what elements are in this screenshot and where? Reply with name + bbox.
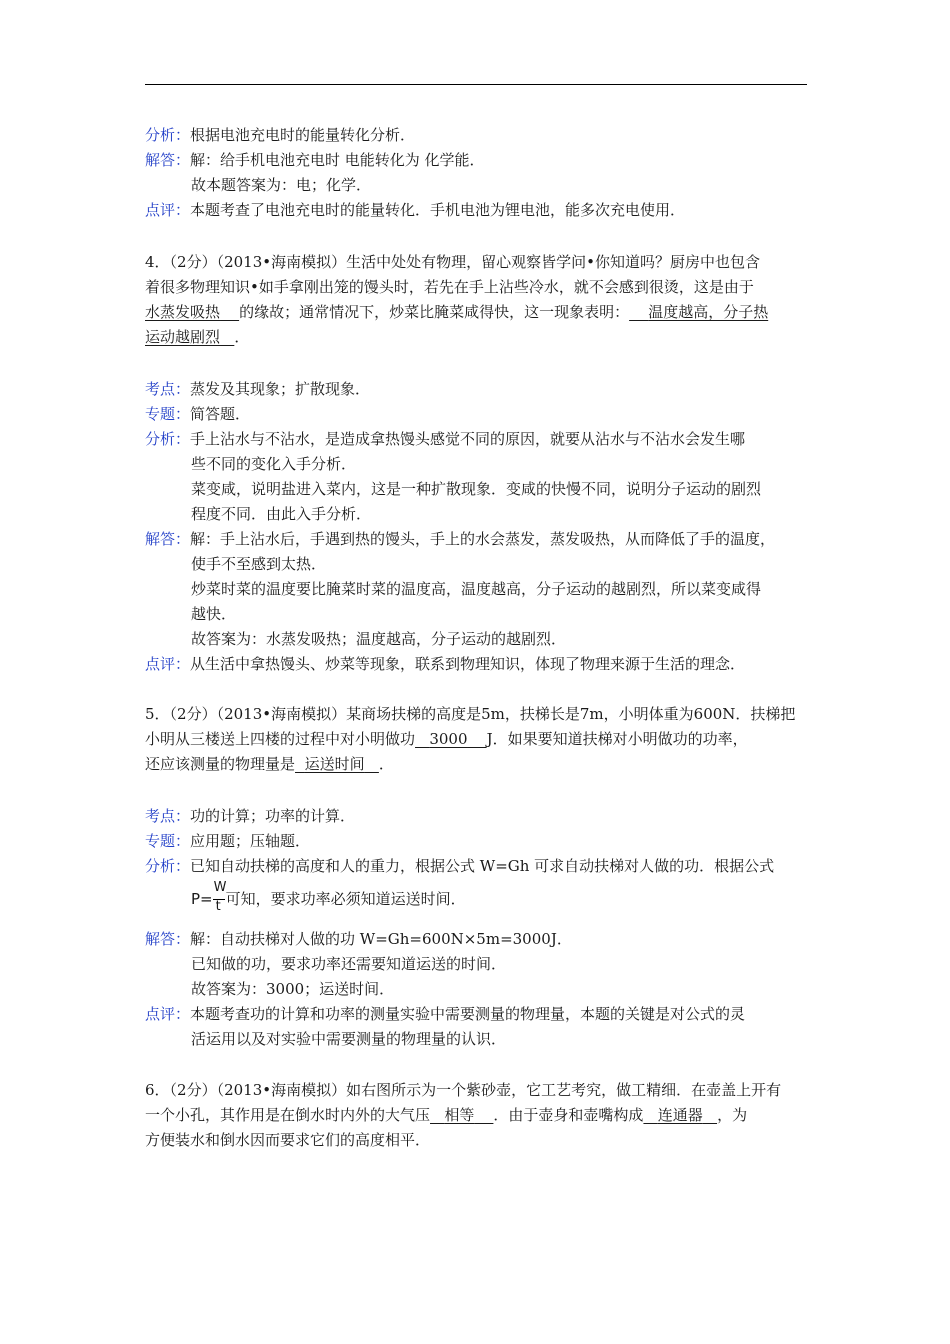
q4-comment-line bbox=[145, 654, 745, 674]
q5-stem-line-3 bbox=[145, 754, 394, 774]
analysis-label: 分析： bbox=[145, 430, 191, 448]
q5-keypoint-text: 功的计算；功率的计算． bbox=[190, 807, 356, 825]
q4-answer-line-4: 越快． bbox=[191, 605, 237, 623]
answer-label: 解答： bbox=[145, 930, 191, 948]
q5-answer-line-2: 已知做的功，要求功率还需要知道运送的时间． bbox=[191, 955, 507, 973]
q5-answer-line-3: 故答案为：3000；运送时间． bbox=[191, 980, 395, 998]
q5-stem-2a: 小明从三楼送上四楼的过程中对小明做功 bbox=[145, 730, 416, 748]
q5-blank-2: 运送时间 bbox=[304, 755, 365, 773]
q3-answer-text: 解：给手机电池充电时 电能转化为 化学能． bbox=[190, 151, 485, 169]
q5-stem-end: ． bbox=[378, 755, 394, 773]
q4-answer-line-3: 炒菜时菜的温度要比腌菜时菜的温度高，温度越高，分子运动的越剧烈，所以菜变咸得 bbox=[191, 580, 762, 598]
q4-analysis-line-4: 程度不同．由此入手分析． bbox=[191, 505, 372, 523]
formula-numerator: W bbox=[213, 880, 227, 895]
comment-label: 点评： bbox=[145, 201, 191, 219]
keypoint-label: 考点： bbox=[145, 380, 191, 398]
q6-stem-line-2 bbox=[145, 1105, 747, 1125]
q4-blank-1: 水蒸发吸热 bbox=[145, 303, 221, 321]
q4-answer-line-2: 使手不至感到太热． bbox=[191, 555, 327, 573]
q5-analysis-text-2: 可知，要求功率必须知道运送时间． bbox=[225, 890, 466, 908]
q5-stem-3a: 还应该测量的物理量是 bbox=[145, 755, 296, 773]
q5-stem-2b: J．如果要知道扶梯对小明做功的功率， bbox=[486, 730, 748, 748]
q4-topic-line bbox=[145, 404, 250, 424]
answer-label: 解答： bbox=[145, 530, 191, 548]
q4-keypoint-line bbox=[145, 379, 370, 399]
q4-stem-end: ． bbox=[234, 328, 250, 346]
q6-stem-line-1: 6．（2分）（2013•海南模拟）如右图所示为一个紫砂壶，它工艺考究，做工精细．在壶盖上开有 bbox=[145, 1081, 782, 1099]
q5-answer-line-1 bbox=[145, 929, 572, 949]
q4-stem-mid: 的缘故；通常情况下，炒菜比腌菜咸得快，这一现象表明： bbox=[239, 303, 630, 321]
q5-comment-line-1 bbox=[145, 1004, 745, 1024]
q5-blank-1: 3000 bbox=[429, 730, 468, 748]
q6-stem-2a: 一个小孔，其作用是在倒水时内外的大气压 bbox=[145, 1106, 431, 1124]
q4-answer-line-5: 故答案为：水蒸发吸热；温度越高，分子运动的越剧烈． bbox=[191, 630, 567, 648]
q6-blank-2: 连通器 bbox=[657, 1106, 703, 1124]
q3-comment-text: 本题考查了电池充电时的能量转化．手机电池为锂电池，能多次充电使用． bbox=[190, 201, 686, 219]
q5-analysis-formula-line bbox=[191, 880, 466, 914]
q4-blank-2a: 温度越高，分子热 bbox=[648, 303, 769, 321]
q3-analysis-text: 根据电池充电时的能量转化分析． bbox=[190, 126, 416, 144]
q3-analysis-line bbox=[145, 125, 415, 145]
q5-keypoint-line bbox=[145, 806, 355, 826]
analysis-label: 分析： bbox=[145, 126, 191, 144]
q4-stem-line-3 bbox=[145, 302, 768, 322]
q5-topic-text: 应用题；压轴题． bbox=[190, 832, 311, 850]
q5-answer-text-1: 解：自动扶梯对人做的功 W=Gh=600N×5m=3000J． bbox=[190, 930, 572, 948]
q6-stem-line-3: 方便装水和倒水因而要求它们的高度相平． bbox=[145, 1131, 431, 1149]
q4-keypoint-text: 蒸发及其现象；扩散现象． bbox=[190, 380, 371, 398]
q4-stem-line-2: 着很多物理知识•如手拿刚出笼的馒头时，若先在手上沾些冷水，就不会感到很烫，这是由于 bbox=[145, 278, 754, 296]
q4-answer-text-1: 解：手上沾水后，手遇到热的馒头，手上的水会蒸发，蒸发吸热，从而降低了手的温度， bbox=[190, 530, 776, 548]
q3-comment-line bbox=[145, 200, 685, 220]
q4-answer-line-1 bbox=[145, 529, 775, 549]
topic-label: 专题： bbox=[145, 405, 191, 423]
formula-denominator: t bbox=[215, 899, 221, 914]
q4-analysis-line-2: 些不同的变化入手分析． bbox=[191, 455, 357, 473]
q3-answer-line bbox=[145, 150, 485, 170]
q5-analysis-text-1: 已知自动扶梯的高度和人的重力，根据公式 W=Gh 可求自动扶梯对人做的功．根据公式 bbox=[190, 857, 775, 875]
q5-comment-text-1: 本题考查功的计算和功率的测量实验中需要测量的物理量，本题的关键是对公式的灵 bbox=[190, 1005, 746, 1023]
keypoint-label: 考点： bbox=[145, 807, 191, 825]
q5-topic-line bbox=[145, 831, 310, 851]
analysis-label: 分析： bbox=[145, 857, 191, 875]
q4-comment-text: 从生活中拿热馒头、炒菜等现象，联系到物理知识，体现了物理来源于生活的理念． bbox=[190, 655, 746, 673]
comment-label: 点评： bbox=[145, 1005, 191, 1023]
q4-analysis-line-3: 菜变咸，说明盐进入菜内，这是一种扩散现象．变咸的快慢不同，说明分子运动的剧烈 bbox=[191, 480, 762, 498]
q5-stem-line-1: 5．（2分）（2013•海南模拟）某商场扶梯的高度是5m，扶梯长是7m，小明体重为600N．扶梯把 bbox=[145, 705, 796, 723]
q4-topic-text: 简答题． bbox=[190, 405, 251, 423]
header-rule bbox=[145, 84, 807, 85]
power-formula-p: P= bbox=[191, 890, 213, 908]
q3-answer-line-2: 故本题答案为：电；化学． bbox=[191, 176, 372, 194]
answer-label: 解答： bbox=[145, 151, 191, 169]
q4-stem-line-1: 4．（2分）（2013•海南模拟）生活中处处有物理，留心观察皆学问•你知道吗？厨房中也包含 bbox=[145, 253, 760, 271]
q6-stem-2c: ，为 bbox=[717, 1106, 748, 1124]
q4-analysis-text-1: 手上沾水与不沾水，是造成拿热馒头感觉不同的原因，就要从沾水与不沾水会发生哪 bbox=[190, 430, 746, 448]
topic-label: 专题： bbox=[145, 832, 191, 850]
comment-label: 点评： bbox=[145, 655, 191, 673]
q4-stem-line-4 bbox=[145, 327, 249, 347]
power-formula-fraction bbox=[213, 880, 227, 915]
q6-blank-1: 相等 bbox=[444, 1106, 475, 1124]
q4-blank-2b: 运动越剧烈 bbox=[145, 328, 221, 346]
q4-analysis-line-1 bbox=[145, 429, 745, 449]
q6-stem-2b: ．由于壶身和壶嘴构成 bbox=[493, 1106, 644, 1124]
q5-analysis-line-1 bbox=[145, 856, 774, 876]
q5-comment-line-2: 活运用以及对实验中需要测量的物理量的认识． bbox=[191, 1030, 507, 1048]
q5-stem-line-2 bbox=[145, 729, 748, 749]
